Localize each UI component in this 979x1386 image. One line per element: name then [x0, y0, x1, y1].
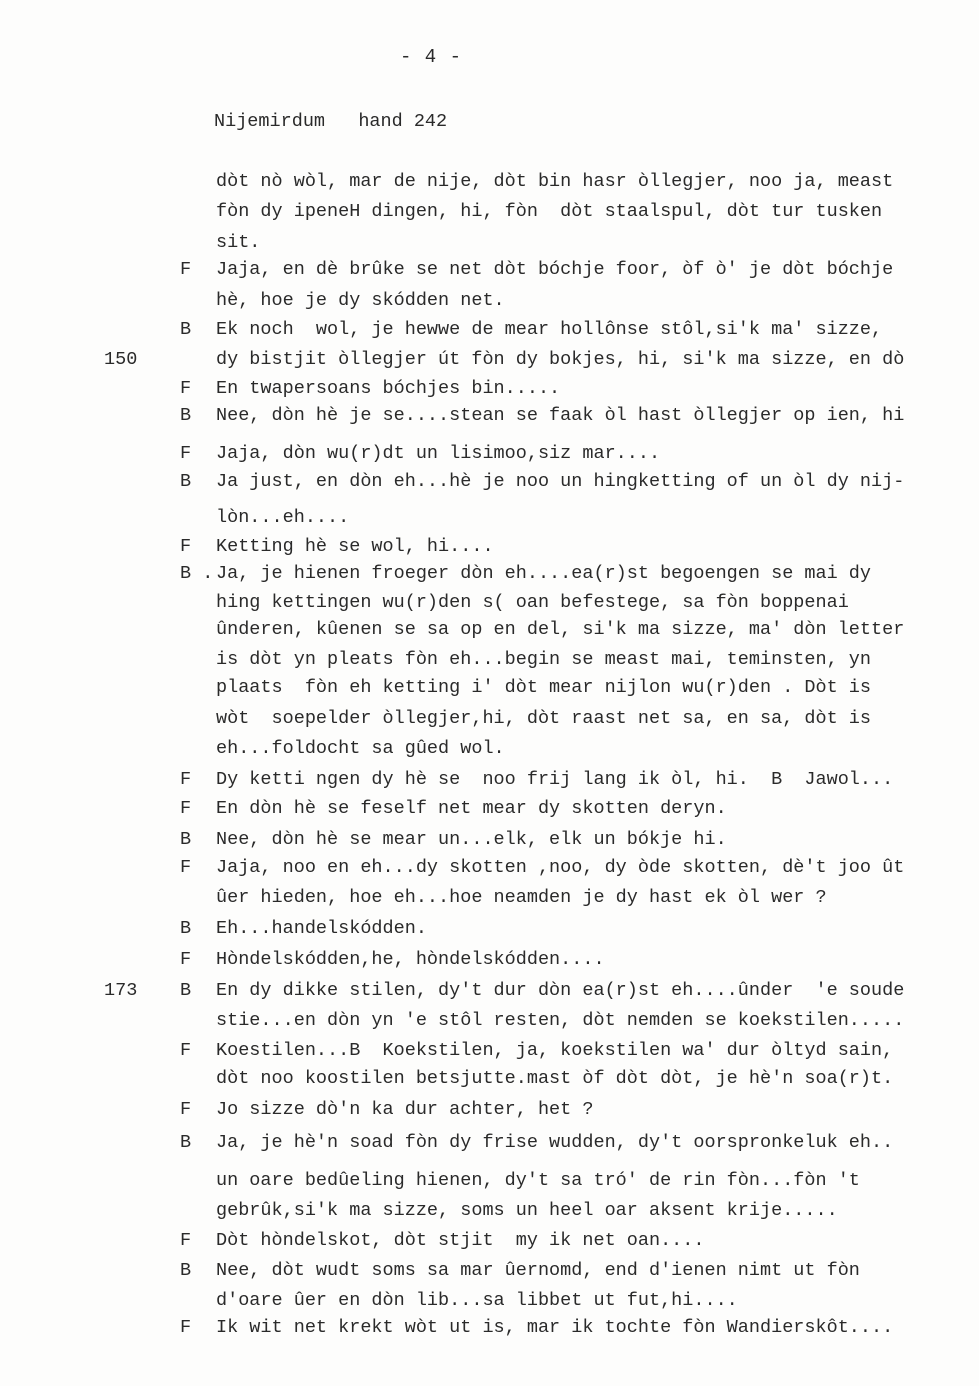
transcript-line [0, 1286, 979, 1316]
speaker-label: F [180, 769, 192, 790]
line-text: hè, hoe je dy skódden net. [216, 290, 505, 311]
transcript-line [0, 945, 979, 975]
speaker-label: B [180, 1132, 192, 1153]
transcript-line [0, 765, 979, 795]
line-text: eh...foldocht sa gûed wol. [216, 738, 505, 759]
line-text: Jaja, noo en eh...dy skotten ,noo, dy òde skotten, dè't joo ût [216, 857, 905, 878]
transcript-line [0, 401, 979, 431]
line-text: un oare bedûeling hienen, dy't sa tró' de rin fòn...fòn 't [216, 1170, 860, 1191]
speaker-label: B [180, 471, 192, 492]
line-text: fòn dy ipeneH dingen, hi, fòn dòt staalspul, dòt tur tusken [216, 201, 883, 222]
transcript-line [0, 1064, 979, 1094]
line-text: Ik wit net krekt wòt ut is, mar ik tochte fòn Wandierskôt.... [216, 1317, 894, 1338]
transcript-line [0, 914, 979, 944]
line-text: Ja, je hè'n soad fòn dy frise wudden, dy't oorspronkeluk eh.. [216, 1132, 894, 1153]
transcript-line [0, 704, 979, 734]
transcript-line [0, 1166, 979, 1196]
transcript-line [0, 374, 979, 404]
line-text: Jo sizze dò'n ka dur achter, het ? [216, 1099, 594, 1120]
transcript-line [0, 228, 979, 258]
transcript-line [0, 615, 979, 645]
line-text: Ja, je hienen froeger dòn eh....ea(r)st begoengen se mai dy [216, 563, 872, 584]
transcript-line [0, 197, 979, 227]
line-text: dòt nò wòl, mar de nije, dòt bin hasr òllegjer, noo ja, meast [216, 171, 894, 192]
line-text: Nee, dòn hè se mear un...elk, elk un bókje hi. [216, 829, 727, 850]
line-text: Dòt hòndelskot, dòt stjit my ik net oan.... [216, 1230, 705, 1251]
line-text: Dy ketti ngen dy hè se noo frij lang ik òl, hi. B Jawol... [216, 769, 894, 790]
line-text: Nee, dòt wudt soms sa mar ûernomd, end d'ienen nimt ut fòn [216, 1260, 860, 1281]
speaker-label: F [180, 1230, 192, 1251]
line-text: d'oare ûer en dòn lib...sa libbet ut fut,hi.... [216, 1290, 738, 1311]
speaker-label: F [180, 1040, 192, 1061]
line-text: plaats fòn eh ketting i' dòt mear nijlon wu(r)den . Dòt is [216, 677, 872, 698]
line-text: Jaja, en dè brûke se net dòt bóchje foor, òf ò' je dòt bóchje [216, 259, 894, 280]
line-text: sit. [216, 232, 261, 253]
line-text: hing kettingen wu(r)den s( oan befestege, sa fòn boppenai [216, 592, 849, 613]
transcript-line [0, 286, 979, 316]
transcript-line [0, 1226, 979, 1256]
line-text: Koestilen...B Koekstilen, ja, koekstilen wa' dur òltyd sain, [216, 1040, 894, 1061]
transcript-line [0, 976, 979, 1006]
speaker-label: B [180, 1260, 192, 1281]
speaker-label: F [180, 949, 192, 970]
line-number: 150 [104, 349, 138, 370]
speaker-label: F [180, 536, 192, 557]
speaker-label: B [180, 319, 192, 340]
transcript-line [0, 1256, 979, 1286]
transcript-line [0, 673, 979, 703]
transcript-line [0, 883, 979, 913]
line-text: wòt soepelder òllegjer,hi, dòt raast net sa, en sa, dòt is [216, 708, 872, 729]
speaker-label: B [180, 405, 192, 426]
transcript-line [0, 345, 979, 375]
transcript-line [0, 1006, 979, 1036]
transcript-line [0, 503, 979, 533]
line-text: ûer hieden, hoe eh...hoe neamden je dy hast ek òl wer ? [216, 887, 827, 908]
transcript-line [0, 734, 979, 764]
transcript-line [0, 645, 979, 675]
speaker-label: B . [180, 563, 214, 584]
transcript-line [0, 439, 979, 469]
line-text: En twapersoans bóchjes bin..... [216, 378, 561, 399]
line-text: En dy dikke stilen, dy't dur dòn ea(r)st eh....ûnder 'e soude [216, 980, 905, 1001]
line-text: Jaja, dòn wu(r)dt un lisimoo,siz mar.... [216, 443, 661, 464]
line-text: Ja just, en dòn eh...hè je noo un hingketting of un òl dy nij- [216, 471, 905, 492]
transcript-line [0, 794, 979, 824]
speaker-label: B [180, 918, 192, 939]
line-text: lòn...eh.... [216, 507, 350, 528]
line-text: ûnderen, kûenen se sa op en del, si'k ma sizze, ma' dòn letter [216, 619, 905, 640]
transcript-line [0, 853, 979, 883]
speaker-label: F [180, 798, 192, 819]
transcript-line [0, 532, 979, 562]
speaker-label: F [180, 259, 192, 280]
transcript-line [0, 559, 979, 589]
line-text: dòt noo koostilen betsjutte.mast òf dòt dòt, je hè'n soa(r)t. [216, 1068, 894, 1089]
line-text: Nee, dòn hè je se....stean se faak òl hast òllegjer op ien, hi [216, 405, 905, 426]
transcript-line [0, 1196, 979, 1226]
speaker-label: F [180, 1317, 192, 1338]
line-text: gebrûk,si'k ma sizze, soms un heel oar aksent krije..... [216, 1200, 838, 1221]
line-text: dy bistjit òllegjer út fòn dy bokjes, hi, si'k ma sizze, en dò [216, 349, 905, 370]
speaker-label: F [180, 857, 192, 878]
transcript-line [0, 1313, 979, 1343]
transcript-line [0, 588, 979, 618]
line-text: Hòndelskódden,he, hòndelskódden.... [216, 949, 605, 970]
transcript-line [0, 1128, 979, 1158]
line-text: Eh...handelskódden. [216, 918, 427, 939]
transcript-line [0, 825, 979, 855]
line-text: stie...en dòn yn 'e stôl resten, dòt nemden se koekstilen..... [216, 1010, 905, 1031]
speaker-label: F [180, 378, 192, 399]
page-header: Nijemirdum hand 242 [214, 111, 448, 132]
line-text: Ketting hè se wol, hi.... [216, 536, 494, 557]
transcript-line [0, 315, 979, 345]
transcript-line [0, 1095, 979, 1125]
line-number: 173 [104, 980, 138, 1001]
speaker-label: F [180, 443, 192, 464]
speaker-label: F [180, 1099, 192, 1120]
line-text: En dòn hè se feself net mear dy skotten deryn. [216, 798, 727, 819]
transcript-line [0, 467, 979, 497]
transcript-line [0, 167, 979, 197]
page-number: - 4 - [400, 46, 463, 68]
speaker-label: B [180, 980, 192, 1001]
line-text: is dòt yn pleats fòn eh...begin se meast mai, teminsten, yn [216, 649, 872, 670]
transcript-line [0, 255, 979, 285]
speaker-label: B [180, 829, 192, 850]
transcript-line [0, 1036, 979, 1066]
line-text: Ek noch wol, je hewwe de mear hollônse stôl,si'k ma' sizze, [216, 319, 883, 340]
